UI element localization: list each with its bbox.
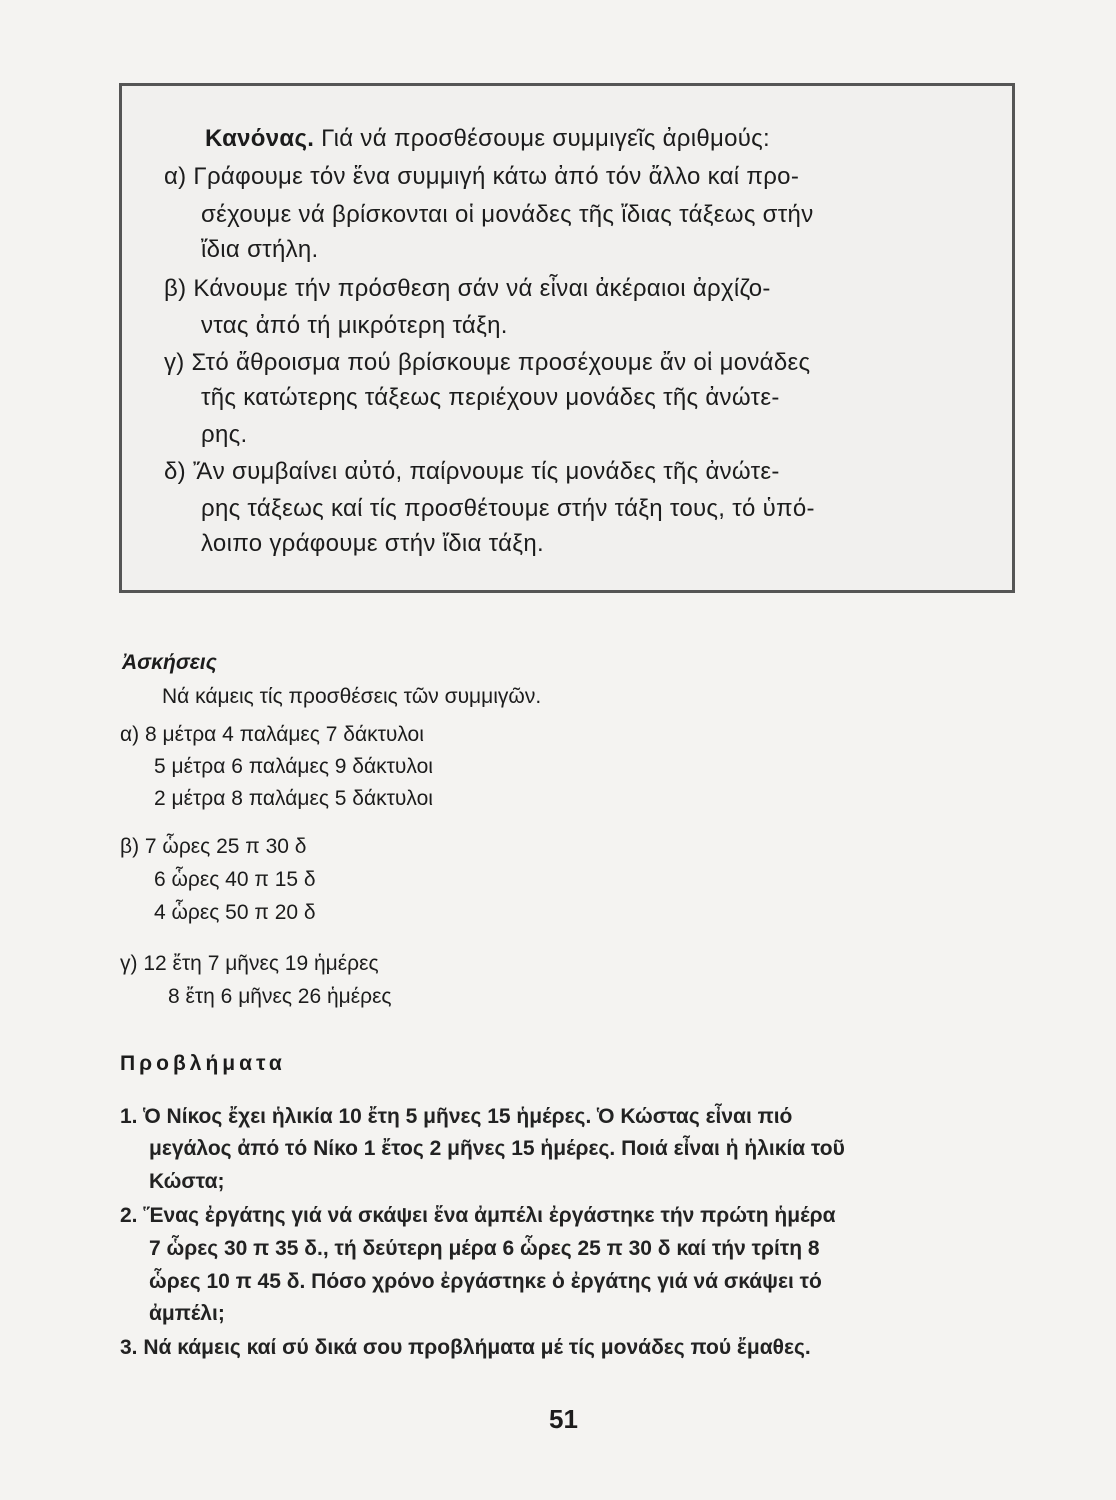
rule-line-b: β) Κάνουμε τήν πρόσθεση σάν νά εἶναι ἀκέραιοι ἀρχίζο- xyxy=(164,275,771,302)
rule-line: λοιπο γράφουμε στήν ἴδια τάξη. xyxy=(201,530,544,557)
rule-line: σέχουμε νά βρίσκονται οἱ μονάδες τῆς ἴδιας τάξεως στήν xyxy=(201,201,814,228)
problem-2-line: 7 ὧρες 30 π 35 δ., τή δεύτερη μέρα 6 ὧρες 25 π 30 δ καί τήν τρίτη 8 xyxy=(149,1237,820,1260)
exercise-a-line: α) 8 μέτρα 4 παλάμες 7 δάκτυλοι xyxy=(120,723,424,746)
rule-line-d: δ) Ἄν συμβαίνει αὐτό, παίρνουμε τίς μονάδες τῆς ἀνώτε- xyxy=(164,458,780,485)
page-number: 51 xyxy=(549,1404,578,1434)
rule-heading: Κανόνας. xyxy=(205,125,315,152)
exercise-a-line: 2 μέτρα 8 παλάμες 5 δάκτυλοι xyxy=(154,787,433,810)
exercise-b-line: 4 ὧρες 50 π 20 δ xyxy=(154,901,316,924)
exercise-b-line: 6 ὧρες 40 π 15 δ xyxy=(154,868,316,891)
problem-2-line: 2. Ἕνας ἐργάτης γιά νά σκάψει ἕνα ἀμπέλι ἐργάστηκε τήν πρώτη ἡμέρα xyxy=(120,1204,836,1227)
problems-title: Προβλήματα xyxy=(120,1052,286,1075)
rule-line: ρης. xyxy=(201,421,248,448)
rule-line-a: α) Γράφουμε τόν ἕνα συμμιγή κάτω ἀπό τόν ἄλλο καί προ- xyxy=(164,163,800,190)
rule-line: ρης τάξεως καί τίς προσθέτουμε στήν τάξη τους, τό ὑπό- xyxy=(201,495,815,522)
rule-line: τῆς κατώτερης τάξεως περιέχουν μονάδες τῆς ἀνώτε- xyxy=(201,384,780,411)
rule-intro: Γιά νά προσθέσουμε συμμιγεῖς ἀριθμούς: xyxy=(321,125,771,152)
problem-3-line: 3. Νά κάμεις καί σύ δικά σου προβλήματα μέ τίς μονάδες πού ἔμαθες. xyxy=(120,1336,811,1359)
problem-2-line: ὧρες 10 π 45 δ. Πόσο χρόνο ἐργάστηκε ὁ ἐργάτης γιά νά σκάψει τό xyxy=(149,1270,822,1293)
problem-1-line: Κώστα; xyxy=(149,1170,225,1193)
rule-line-c: γ) Στό ἄθροισμα πού βρίσκουμε προσέχουμε ἄν οἱ μονάδες xyxy=(164,349,811,376)
exercises-title: Ἀσκήσεις xyxy=(122,651,217,674)
problem-2-line: ἀμπέλι; xyxy=(149,1302,225,1325)
exercise-b-line: β) 7 ὧρες 25 π 30 δ xyxy=(120,835,307,858)
problem-1-line: 1. Ὁ Νίκος ἔχει ἡλικία 10 ἔτη 5 μῆνες 15 ἡμέρες. Ὁ Κώστας εἶναι πιό xyxy=(120,1105,793,1128)
exercises-intro: Νά κάμεις τίς προσθέσεις τῶν συμμιγῶν. xyxy=(162,685,542,708)
exercise-a-line: 5 μέτρα 6 παλάμες 9 δάκτυλοι xyxy=(154,755,433,778)
rule-line: ντας ἀπό τή μικρότερη τάξη. xyxy=(201,312,508,339)
exercise-c-line: 8 ἔτη 6 μῆνες 26 ἡμέρες xyxy=(168,985,392,1008)
exercise-c-line: γ) 12 ἔτη 7 μῆνες 19 ἡμέρες xyxy=(120,952,379,975)
problem-1-line: μεγάλος ἀπό τό Νίκο 1 ἔτος 2 μῆνες 15 ἡμέρες. Ποιά εἶναι ἡ ἡλικία τοῦ xyxy=(149,1137,845,1160)
rule-heading-line xyxy=(205,124,770,154)
rule-line: ἴδια στήλη. xyxy=(201,236,319,263)
rule-box xyxy=(119,83,1015,593)
